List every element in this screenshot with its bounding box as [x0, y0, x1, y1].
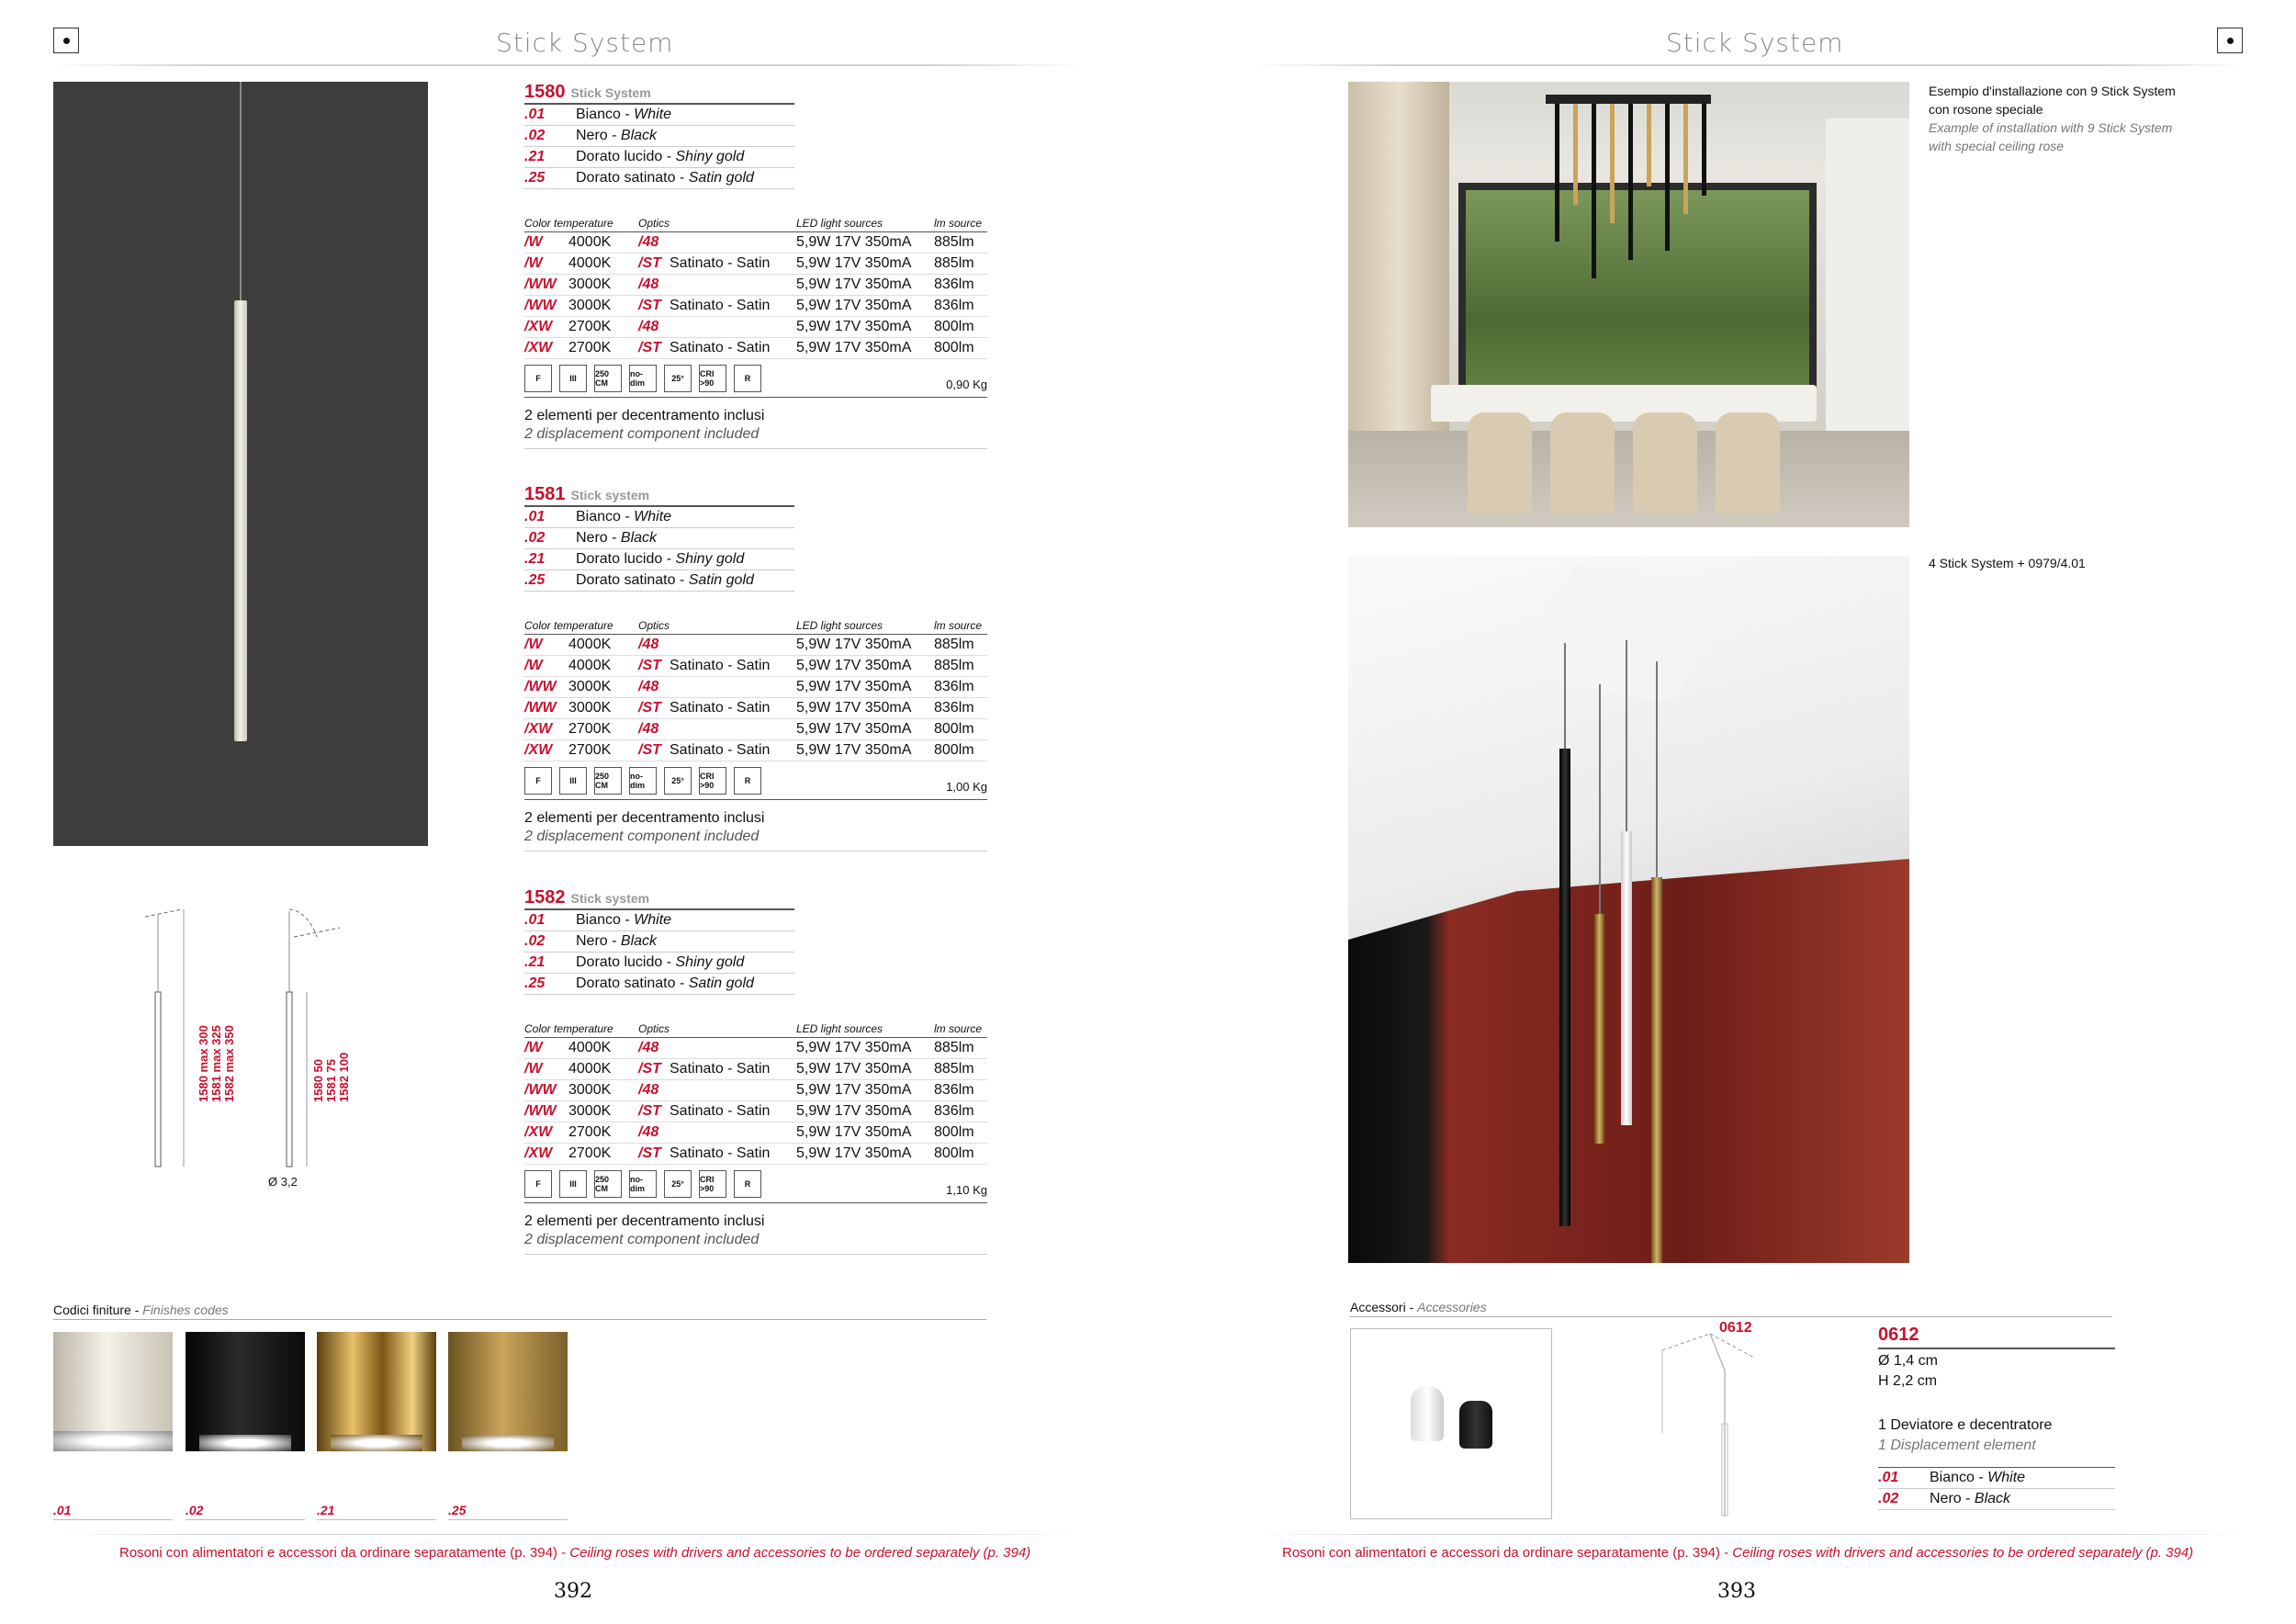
cert-icon: no-dim	[629, 365, 657, 392]
color-code: /WW	[524, 276, 557, 292]
light-source: 5,9W 17V 350mA	[796, 1124, 912, 1140]
swatch-satin-gold	[448, 1332, 568, 1451]
page-title-right: Stick System	[1666, 28, 1844, 58]
optic-desc: Satinato - Satin	[670, 658, 771, 673]
kelvin: 3000K	[568, 1103, 612, 1119]
color-code: /WW	[524, 679, 557, 694]
finish-name-it: Dorato satinato	[576, 572, 676, 588]
color-code: /XW	[524, 319, 553, 334]
lumen: 800lm	[934, 340, 974, 355]
optic-desc: Satinato - Satin	[670, 742, 771, 758]
header-lm: lm source	[934, 1022, 983, 1035]
finish-name-en: White	[634, 912, 672, 928]
product-name: Stick System	[570, 85, 651, 100]
note-en: 2 displacement component included	[524, 426, 987, 449]
finish-row	[524, 910, 794, 931]
finish-name-it: Dorato satinato	[576, 976, 676, 991]
lumen: 836lm	[934, 679, 974, 694]
spec-table	[524, 217, 987, 398]
kelvin: 4000K	[568, 255, 612, 271]
finish-name: Dorato satinato - Satin gold	[576, 170, 754, 186]
finish-name-it: Bianco	[1930, 1470, 1975, 1485]
finish-name: Dorato lucido - Shiny gold	[576, 551, 745, 567]
spec-header	[524, 217, 987, 232]
color-code: /WW	[524, 1082, 557, 1098]
lumen: 800lm	[934, 721, 974, 737]
finish-name-en: Shiny gold	[675, 551, 745, 567]
kelvin: 3000K	[568, 679, 612, 694]
finishes-list	[524, 908, 794, 995]
header-light-sources: LED light sources	[796, 1022, 884, 1035]
product-heading	[524, 887, 987, 908]
spec-row	[524, 719, 987, 740]
dimension-drawing	[138, 900, 377, 1194]
spec-row	[524, 317, 987, 338]
finish-name-it: Bianco	[576, 107, 621, 122]
cert-icon: III	[559, 767, 587, 795]
finish-code: .01	[524, 912, 546, 928]
product-block	[524, 484, 987, 851]
optic-desc: Satinato - Satin	[670, 700, 771, 716]
finish-name: Bianco - White	[1930, 1470, 2026, 1485]
optic-desc: Satinato - Satin	[670, 298, 771, 313]
color-code: /W	[524, 637, 543, 652]
finish-name: Dorato lucido - Shiny gold	[576, 149, 745, 164]
finish-code: .01	[1878, 1470, 1899, 1485]
finish-name-en: Shiny gold	[675, 149, 745, 164]
accessory-info: 0612 Ø 1,4 cm H 2,2 cm 1 Deviatore e decentratore 1 Displacement element .01 Bianco - White .02 Nero - Black	[1878, 1325, 2115, 1510]
note-en: 2 displacement component included	[524, 1232, 987, 1255]
spec-row	[524, 296, 987, 317]
page-title-left: Stick System	[496, 28, 674, 58]
product-code: 1582	[524, 887, 566, 908]
color-code: /W	[524, 658, 543, 673]
footer-note-left: Rosoni con alimentatori e accessori da ordinare separatamente (p. 394) - Ceiling roses with drivers and accessories to be ordered separately (p. 394)	[119, 1545, 1031, 1561]
finish-row	[524, 974, 794, 995]
header-lm: lm source	[934, 619, 983, 632]
color-code: /XW	[524, 742, 553, 758]
spec-row	[524, 1038, 987, 1059]
color-code: /XW	[524, 340, 553, 355]
cert-icon: R	[734, 1170, 761, 1198]
note-it: 2 elementi per decentramento inclusi	[524, 408, 765, 423]
product-name: Stick system	[570, 891, 650, 906]
light-source: 5,9W 17V 350mA	[796, 319, 912, 334]
color-code: /WW	[524, 1103, 557, 1119]
finish-name-en: Black	[620, 530, 658, 546]
page-number-right: 393	[1717, 1580, 1756, 1603]
optic-code: /ST	[638, 1103, 661, 1119]
cert-icon: no-dim	[629, 1170, 657, 1198]
spec-row	[524, 1080, 987, 1101]
spec-row	[524, 254, 987, 275]
cert-icon: no-dim	[629, 767, 657, 795]
kelvin: 3000K	[568, 700, 612, 716]
product-weight: 1,10 Kg	[946, 1183, 987, 1197]
light-source: 5,9W 17V 350mA	[796, 700, 912, 716]
spec-row	[524, 1122, 987, 1144]
finish-name: Nero - Black	[576, 128, 658, 143]
light-source: 5,9W 17V 350mA	[796, 234, 912, 250]
finish-code: .02	[524, 128, 546, 143]
accessories-title: Accessori - Accessories	[1350, 1300, 2112, 1317]
finish-name-it: Dorato lucido	[576, 149, 663, 164]
kelvin: 4000K	[568, 1040, 612, 1055]
light-source: 5,9W 17V 350mA	[796, 679, 912, 694]
spec-row	[524, 1059, 987, 1080]
header-color-temp: Color temperature	[524, 1022, 613, 1035]
product-weight: 1,00 Kg	[946, 780, 987, 794]
header-optics: Optics	[638, 217, 670, 230]
spec-table	[524, 1022, 987, 1203]
finish-code: .21	[524, 954, 546, 970]
cert-icon: 25°	[664, 365, 692, 392]
cert-icon: 250 CM	[594, 1170, 622, 1198]
finish-code: .02	[524, 530, 546, 546]
lumen: 885lm	[934, 658, 974, 673]
product-name: Stick system	[570, 488, 650, 502]
light-source: 5,9W 17V 350mA	[796, 658, 912, 673]
spec-row	[524, 338, 987, 359]
cert-icon: III	[559, 365, 587, 392]
kelvin: 3000K	[568, 276, 612, 292]
product-code: 1580	[524, 82, 566, 102]
header-light-sources: LED light sources	[796, 217, 884, 230]
color-code: /W	[524, 1061, 543, 1077]
header-color-temp: Color temperature	[524, 217, 613, 230]
lumen: 836lm	[934, 298, 974, 313]
color-code: /W	[524, 234, 543, 250]
swatch-label: .02	[186, 1503, 305, 1520]
lumen: 885lm	[934, 637, 974, 652]
lumen: 800lm	[934, 319, 974, 334]
product-heading	[524, 82, 987, 103]
drawing-code: 0612	[1719, 1320, 1752, 1336]
certification-icons	[524, 761, 987, 800]
optic-code: /48	[638, 1082, 659, 1098]
header-lm: lm source	[934, 217, 983, 230]
finishes-list	[524, 505, 794, 592]
header-optics: Optics	[638, 1022, 670, 1035]
page-marker-icon	[2217, 28, 2243, 53]
finish-name: Bianco - White	[576, 509, 672, 524]
spec-row	[524, 1144, 987, 1165]
finish-name-it: Nero	[576, 933, 608, 949]
header-color-temp: Color temperature	[524, 619, 613, 632]
color-code: /XW	[524, 1145, 553, 1161]
lumen: 800lm	[934, 742, 974, 758]
cert-icon: R	[734, 365, 761, 392]
finish-code: .25	[524, 572, 546, 588]
finish-name-it: Bianco	[576, 912, 621, 928]
spec-row	[524, 275, 987, 296]
finish-name-en: Shiny gold	[675, 954, 745, 970]
note-it: 2 elementi per decentramento inclusi	[524, 1213, 765, 1229]
light-source: 5,9W 17V 350mA	[796, 742, 912, 758]
diameter-label: Ø 3,2	[268, 1175, 298, 1189]
cert-icon: 250 CM	[594, 767, 622, 795]
light-source: 5,9W 17V 350mA	[796, 1145, 912, 1161]
certification-icons	[524, 1165, 987, 1203]
finish-row	[524, 126, 794, 147]
cert-icon: 25°	[664, 767, 692, 795]
optic-code: /ST	[638, 298, 661, 313]
spec-row	[524, 1101, 987, 1122]
finish-name-en: White	[634, 509, 672, 524]
finish-name-it: Nero	[576, 530, 608, 546]
spec-header	[524, 619, 987, 635]
cert-icon: CRI >90	[699, 767, 726, 795]
optic-code: /48	[638, 276, 659, 292]
kelvin: 4000K	[568, 234, 612, 250]
finish-code: .01	[524, 107, 546, 122]
finish-row	[524, 528, 794, 549]
optic-code: /48	[638, 721, 659, 737]
optic-code: /ST	[638, 742, 661, 758]
kelvin: 2700K	[568, 340, 612, 355]
optic-code: /48	[638, 1124, 659, 1140]
optic-code: /48	[638, 319, 659, 334]
product-block	[524, 82, 987, 449]
finish-name: Dorato satinato - Satin gold	[576, 572, 754, 588]
finish-row	[524, 147, 794, 168]
accessory-photo	[1350, 1328, 1552, 1519]
light-source: 5,9W 17V 350mA	[796, 340, 912, 355]
stick-system-photo	[1348, 556, 1909, 1263]
finish-name-en: Satin gold	[688, 572, 754, 588]
finish-row	[524, 953, 794, 974]
optic-desc: Satinato - Satin	[670, 1145, 771, 1161]
light-source: 5,9W 17V 350mA	[796, 276, 912, 292]
lumen: 836lm	[934, 1082, 974, 1098]
product-heading	[524, 484, 987, 505]
color-code: /XW	[524, 1124, 553, 1140]
photo1-caption: Esempio d'installazione con 9 Stick System con rosone speciale Example of installation with 9 Stick System with special ceiling rose	[1929, 84, 2176, 153]
kelvin: 4000K	[568, 658, 612, 673]
lumen: 885lm	[934, 255, 974, 271]
finish-code: .25	[524, 976, 546, 991]
lumen: 885lm	[934, 1061, 974, 1077]
finish-code: .21	[524, 551, 546, 567]
optic-desc: Satinato - Satin	[670, 340, 771, 355]
product-block	[524, 887, 987, 1255]
accessory-finish-row	[1878, 1489, 2115, 1510]
color-code: /XW	[524, 721, 553, 737]
note-en: 2 displacement component included	[524, 829, 987, 851]
light-source: 5,9W 17V 350mA	[796, 1103, 912, 1119]
cert-icon: F	[524, 365, 552, 392]
kelvin: 4000K	[568, 637, 612, 652]
cert-icon: R	[734, 767, 761, 795]
finish-row	[524, 168, 794, 189]
finish-name: Bianco - White	[576, 107, 672, 122]
cert-icon: CRI >90	[699, 365, 726, 392]
swatch-black	[186, 1332, 305, 1451]
swatch-label: .25	[448, 1503, 568, 1520]
finishes-list	[524, 103, 794, 189]
footer-divider	[53, 1534, 1082, 1535]
spec-row	[524, 656, 987, 677]
certification-icons	[524, 359, 987, 398]
finish-code: .25	[524, 170, 546, 186]
spec-row	[524, 232, 987, 254]
optic-code: /ST	[638, 340, 661, 355]
finish-name-it: Bianco	[576, 509, 621, 524]
product-code: 1581	[524, 484, 566, 504]
accessory-finish-row	[1878, 1468, 2115, 1489]
optic-code: /ST	[638, 658, 661, 673]
page-number-left: 392	[554, 1580, 592, 1603]
cert-icon: CRI >90	[699, 1170, 726, 1198]
finish-name-it: Nero	[1930, 1491, 1962, 1506]
light-source: 5,9W 17V 350mA	[796, 637, 912, 652]
light-source: 5,9W 17V 350mA	[796, 1082, 912, 1098]
finish-name: Nero - Black	[1930, 1491, 2011, 1506]
spec-row	[524, 635, 987, 656]
header-optics: Optics	[638, 619, 670, 632]
swatch-white	[53, 1332, 173, 1451]
optic-code: /48	[638, 679, 659, 694]
color-code: /W	[524, 1040, 543, 1055]
light-source: 5,9W 17V 350mA	[796, 255, 912, 271]
cert-icon: 25°	[664, 1170, 692, 1198]
light-source: 5,9W 17V 350mA	[796, 1061, 912, 1077]
finishes-title: Codici finiture - Finishes codes	[53, 1303, 986, 1320]
optic-code: /ST	[638, 1145, 661, 1161]
kelvin: 4000K	[568, 1061, 612, 1077]
page-marker-icon	[53, 28, 79, 53]
kelvin: 2700K	[568, 1124, 612, 1140]
footer-divider	[1254, 1534, 2245, 1535]
kelvin: 3000K	[568, 298, 612, 313]
optic-code: /ST	[638, 1061, 661, 1077]
kelvin: 2700K	[568, 319, 612, 334]
kelvin: 2700K	[568, 742, 612, 758]
kelvin: 2700K	[568, 1145, 612, 1161]
finish-name-en: Black	[620, 128, 658, 143]
header-divider	[1254, 64, 2245, 66]
accessory-drawing	[1653, 1323, 1782, 1525]
light-source: 5,9W 17V 350mA	[796, 721, 912, 737]
optic-code: /ST	[638, 255, 661, 271]
finish-row	[524, 105, 794, 126]
swatch-label: .01	[53, 1503, 173, 1520]
product-weight: 0,90 Kg	[946, 378, 987, 391]
lumen: 836lm	[934, 700, 974, 716]
footer-note-right: Rosoni con alimentatori e accessori da ordinare separatamente (p. 394) - Ceiling roses with drivers and accessories to be ordered separately (p. 394)	[1282, 1545, 2194, 1561]
finish-name: Dorato satinato - Satin gold	[576, 976, 754, 991]
cert-icon: F	[524, 767, 552, 795]
optic-desc: Satinato - Satin	[670, 1103, 771, 1119]
finish-name-en: Satin gold	[688, 976, 754, 991]
kelvin: 2700K	[568, 721, 612, 737]
finish-name-it: Dorato lucido	[576, 954, 663, 970]
optic-code: /48	[638, 234, 659, 250]
length-labels: 1580 max 300 1581 max 325 1582 max 350	[197, 1025, 236, 1102]
color-code: /W	[524, 255, 543, 271]
spec-row	[524, 677, 987, 698]
finish-name-it: Nero	[576, 128, 608, 143]
spec-header	[524, 1022, 987, 1038]
finish-name-it: Dorato satinato	[576, 170, 676, 186]
finish-name-it: Dorato lucido	[576, 551, 663, 567]
spec-row	[524, 698, 987, 719]
color-code: /WW	[524, 700, 557, 716]
optic-code: /ST	[638, 700, 661, 716]
optic-desc: Satinato - Satin	[670, 255, 771, 271]
offset-labels: 1580 50 1581 75 1582 100	[311, 1052, 351, 1102]
finish-code: .02	[1878, 1491, 1899, 1506]
finish-name: Bianco - White	[576, 912, 672, 928]
finish-code: .01	[524, 509, 546, 524]
swatch-shiny-gold	[317, 1332, 436, 1451]
lumen: 800lm	[934, 1145, 974, 1161]
note-it: 2 elementi per decentramento inclusi	[524, 810, 765, 826]
finish-code: .02	[524, 933, 546, 949]
optic-code: /48	[638, 637, 659, 652]
finish-row	[524, 570, 794, 592]
cert-icon: F	[524, 1170, 552, 1198]
cert-icon: 250 CM	[594, 365, 622, 392]
photo2-caption: 4 Stick System + 0979/4.01	[1929, 556, 2086, 570]
lumen: 800lm	[934, 1124, 974, 1140]
finish-row	[524, 507, 794, 528]
lumen: 836lm	[934, 276, 974, 292]
finish-code: .21	[524, 149, 546, 164]
light-source: 5,9W 17V 350mA	[796, 1040, 912, 1055]
color-code: /WW	[524, 298, 557, 313]
spec-table	[524, 619, 987, 800]
optic-desc: Satinato - Satin	[670, 1061, 771, 1077]
finish-name-en: Black	[1974, 1491, 2011, 1506]
cert-icon: III	[559, 1170, 587, 1198]
spec-row	[524, 740, 987, 761]
installation-photo	[1348, 82, 1909, 527]
finish-name: Nero - Black	[576, 530, 658, 546]
finish-name: Dorato lucido - Shiny gold	[576, 954, 745, 970]
lumen: 836lm	[934, 1103, 974, 1119]
header-divider	[53, 64, 1082, 66]
finish-name-en: Satin gold	[688, 170, 754, 186]
lumen: 885lm	[934, 234, 974, 250]
lumen: 885lm	[934, 1040, 974, 1055]
finish-row	[524, 549, 794, 570]
finish-name: Nero - Black	[576, 933, 658, 949]
finish-name-en: White	[634, 107, 672, 122]
optic-code: /48	[638, 1040, 659, 1055]
product-photo	[53, 82, 428, 846]
finish-name-en: White	[1987, 1470, 2026, 1485]
light-source: 5,9W 17V 350mA	[796, 298, 912, 313]
finish-name-en: Black	[620, 933, 658, 949]
finish-row	[524, 931, 794, 953]
swatch-label: .21	[317, 1503, 436, 1520]
kelvin: 3000K	[568, 1082, 612, 1098]
header-light-sources: LED light sources	[796, 619, 884, 632]
